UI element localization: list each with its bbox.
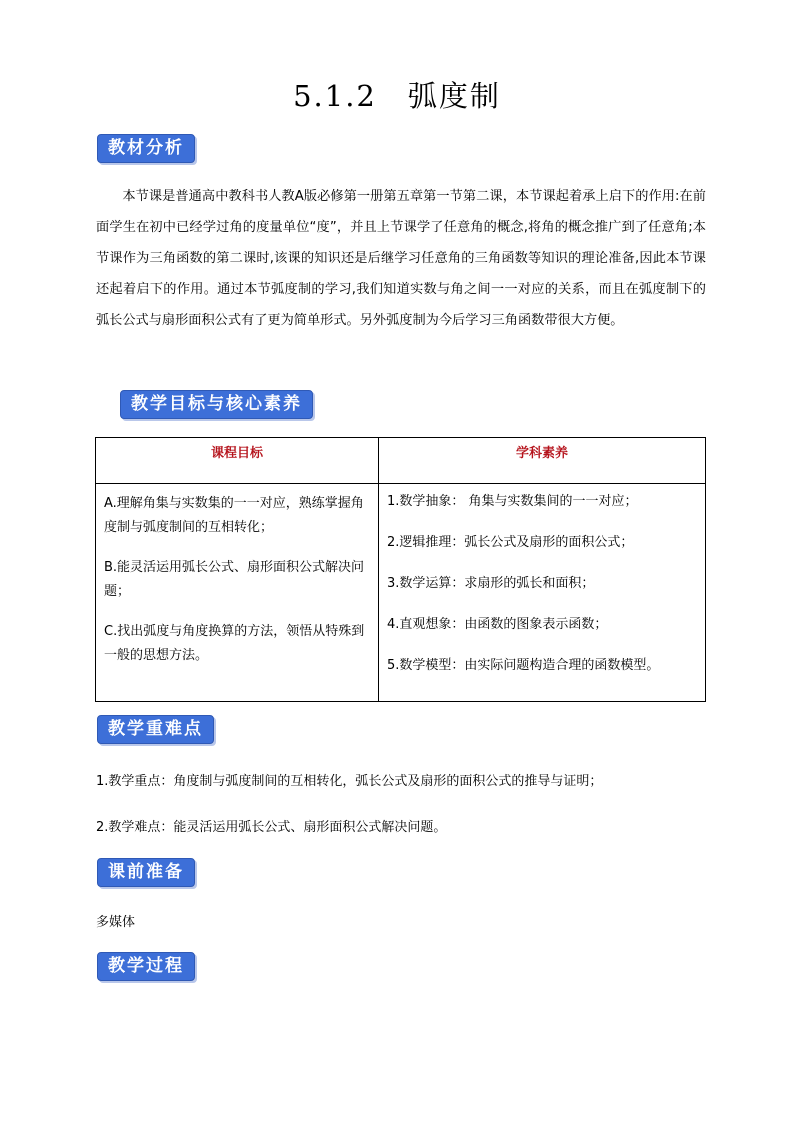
section-badge-analysis: 教材分析 bbox=[97, 134, 195, 163]
keypoint-item: 2.教学难点：能灵活运用弧长公式、扇形面积公式解决问题。 bbox=[96, 820, 447, 835]
literacy-item: 3.数学运算：求扇形的弧长和面积； bbox=[387, 576, 595, 591]
literacy-item: 2.逻辑推理：弧长公式及扇形的面积公式； bbox=[387, 535, 634, 550]
table-head-literacy: 学科素养 bbox=[379, 438, 706, 484]
literacy-item: 5.数学模型：由实际问题构造合理的函数模型。 bbox=[387, 658, 660, 673]
literacy-cell bbox=[379, 484, 706, 702]
section-badge-prep: 课前准备 bbox=[97, 858, 195, 887]
keypoint-item: 1.教学重点：角度制与弧度制间的互相转化，弧长公式及扇形的面积公式的推导与证明； bbox=[96, 774, 603, 789]
section-badge-process: 教学过程 bbox=[97, 952, 195, 981]
goals-cell bbox=[96, 484, 379, 702]
goal-item: A.理解角集与实数集的一一对应，熟练掌握角度制与弧度制间的互相转化； bbox=[104, 496, 364, 535]
literacy-item: 4.直观想象：由函数的图象表示函数； bbox=[387, 617, 608, 632]
section-badge-keypoints: 教学重难点 bbox=[97, 715, 214, 744]
table-head-goals: 课程目标 bbox=[96, 438, 379, 484]
analysis-paragraph: 本节课是普通高中教科书人教A版必修第一册第五章第一节第二课，本节课起着承上启下的作用:在前面学生在初中已经学过角的度量单位“度”，并且上节课学了任意角的概念,将角的概念推广到了任意角;本节课作为三角函数的第二课时,该课的知识还是后继学习任意角的三角函数等知识的理论准备,因此本节课还起着启下的作用。通过本节弧度制的学习,我们知道实数与角之间一一对应的关系，而且在弧度制下的弧长公式与扇形面积公式有了更为简单形式。另外弧度制为今后学习三角函数带很大方便。 bbox=[96, 189, 706, 328]
goal-item: C.找出弧度与角度换算的方法，领悟从特殊到一般的思想方法。 bbox=[104, 624, 365, 663]
literacy-item: 1.数学抽象： 角集与实数集间的一一对应； bbox=[387, 494, 638, 509]
goals-table bbox=[95, 437, 706, 702]
prep-text: 多媒体 bbox=[96, 915, 136, 930]
page-title: 5.1.2 弧度制 bbox=[293, 79, 501, 113]
section-badge-goals: 教学目标与核心素养 bbox=[120, 390, 313, 419]
goal-item: B.能灵活运用弧长公式、扇形面积公式解决问题； bbox=[104, 560, 365, 599]
